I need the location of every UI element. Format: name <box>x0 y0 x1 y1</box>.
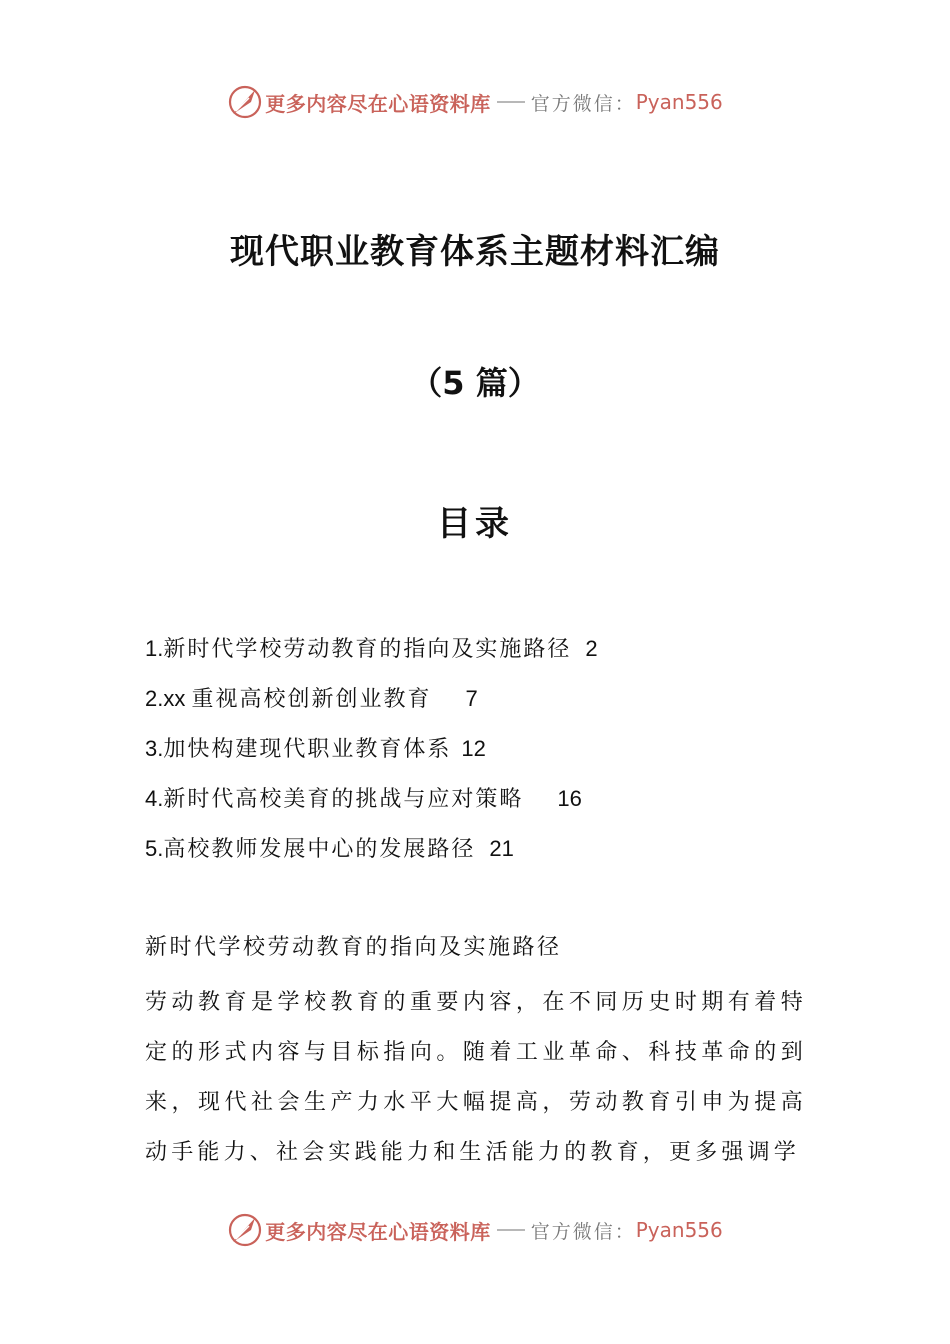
toc-item-page: 16 <box>557 786 582 811</box>
toc-item-page: 12 <box>461 736 486 761</box>
toc-item-number: 2.xx <box>145 686 192 711</box>
watermark-site-text: 更多内容尽在心语资料库 <box>265 91 491 116</box>
watermark-divider <box>497 101 525 103</box>
toc-item-number: 1. <box>145 636 164 661</box>
toc-item-text: 高校教师发展中心的发展路径 <box>163 837 476 862</box>
document-subtitle: （5 篇） <box>410 364 540 402</box>
quill-pen-logo-icon <box>227 84 263 120</box>
watermark-wechat-id: Pyan556 <box>635 90 723 114</box>
toc-item[interactable] <box>145 830 805 880</box>
section-heading: 新时代学校劳动教育的指向及实施路径 <box>145 935 562 960</box>
watermark-wechat-id: Pyan556 <box>635 1218 723 1242</box>
toc-item-page: 21 <box>489 836 514 861</box>
toc-item[interactable] <box>145 680 805 730</box>
document-title: 现代职业教育体系主题材料汇编 <box>230 232 720 272</box>
toc-heading: 目录 <box>437 504 513 544</box>
body-paragraph: 劳动教育是学校教育的重要内容，在不同历史时期有着特定的形式内容与目标指向。随着工业革命、科技革命的到来，现代社会生产力水平大幅提高，劳动教育引申为提高动手能力、社会实践能力和生活能力的教育，更多强调学 <box>145 990 807 1165</box>
watermark-wechat-label: 官方微信： <box>530 1220 636 1243</box>
toc-item-number: 5. <box>145 836 164 861</box>
toc-item-page: 7 <box>465 686 478 711</box>
table-of-contents <box>145 630 805 880</box>
toc-item-page: 2 <box>585 636 598 661</box>
header-watermark <box>0 82 950 122</box>
watermark-wechat-label: 官方微信： <box>530 92 636 115</box>
quill-pen-logo-icon <box>227 1212 263 1248</box>
watermark-site-text: 更多内容尽在心语资料库 <box>265 1219 491 1244</box>
toc-item-text: 加快构建现代职业教育体系 <box>163 737 452 762</box>
toc-item-number: 3. <box>145 736 164 761</box>
toc-item-number: 4. <box>145 786 164 811</box>
toc-item-text: 新时代学校劳动教育的指向及实施路径 <box>163 637 572 662</box>
toc-item-text: 重视高校创新创业教育 <box>191 687 432 712</box>
toc-item[interactable] <box>145 780 805 830</box>
toc-item-text: 新时代高校美育的挑战与应对策略 <box>163 787 524 812</box>
watermark-divider <box>497 1229 525 1231</box>
toc-item[interactable] <box>145 630 805 680</box>
toc-item[interactable] <box>145 730 805 780</box>
footer-watermark <box>0 1210 950 1250</box>
